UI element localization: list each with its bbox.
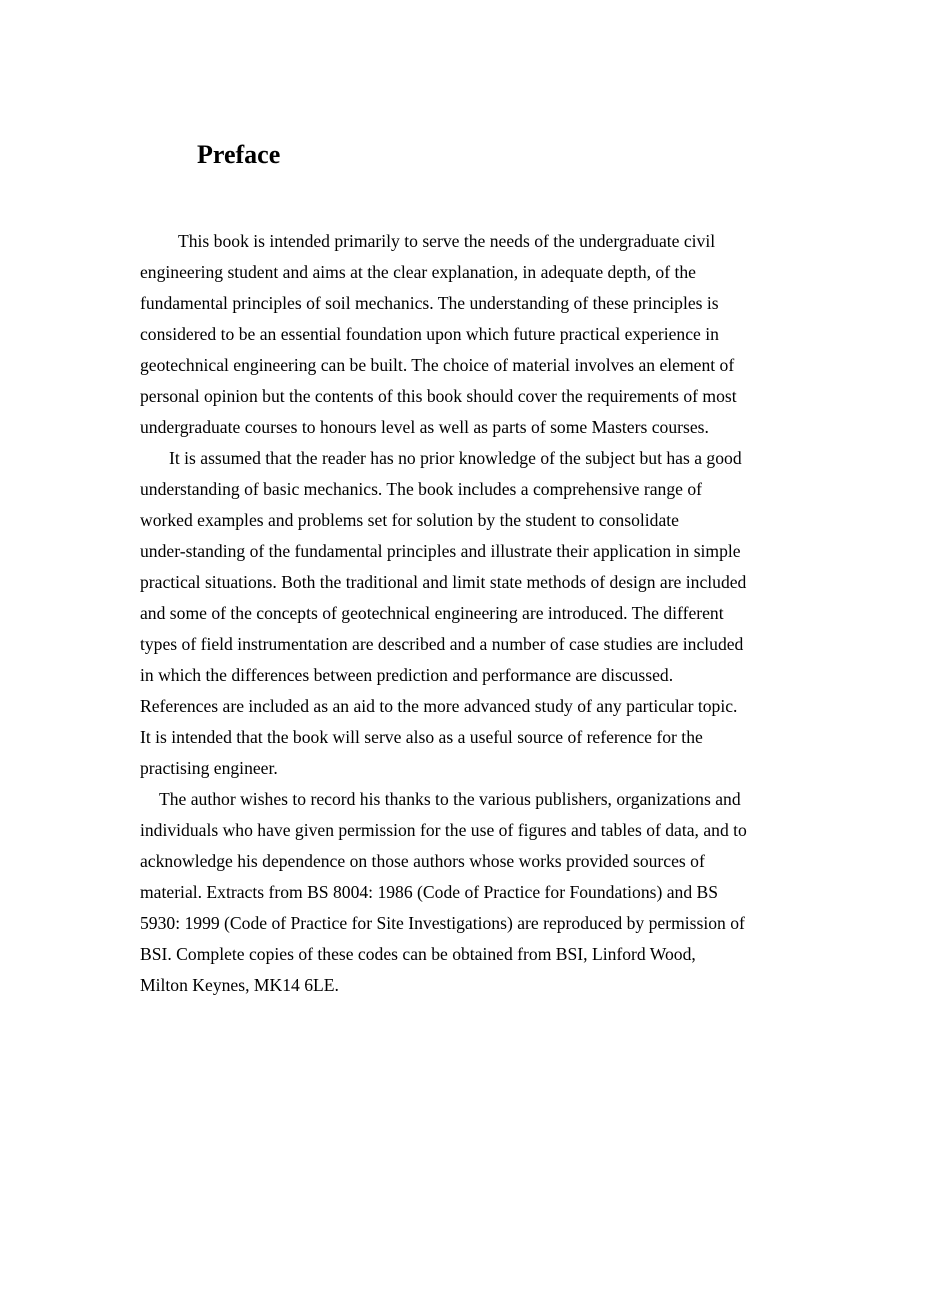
text-line: undergraduate courses to honours level as well as parts of some Masters courses. [140,417,709,437]
text-line: personal opinion but the contents of this book should cover the requirements of most [140,386,737,406]
text-line: individuals who have given permission for the use of figures and tables of data, and to [140,820,747,840]
text-line: in which the differences between prediction and performance are discussed. [140,665,674,685]
paragraph-1 [140,226,800,443]
text-line: The author wishes to record his thanks to the various publishers, organizations and [159,789,741,809]
text-line: It is intended that the book will serve also as a useful source of reference for the [140,727,703,747]
text-line: fundamental principles of soil mechanics. The understanding of these principles is [140,293,719,313]
text-line: practising engineer. [140,758,278,778]
text-line: BSI. Complete copies of these codes can be obtained from BSI, Linford Wood, [140,944,696,964]
text-line: engineering student and aims at the clear explanation, in adequate depth, of the [140,262,696,282]
paragraph-3 [140,784,800,1001]
text-line: understanding of basic mechanics. The book includes a comprehensive range of [140,479,703,499]
text-line: 5930: 1999 (Code of Practice for Site Investigations) are reproduced by permission of [140,913,745,933]
paragraph-2 [140,443,800,784]
text-line: types of field instrumentation are described and a number of case studies are included [140,634,744,654]
text-line: worked examples and problems set for solution by the student to consolidate [140,510,679,530]
text-line: It is assumed that the reader has no prior knowledge of the subject but has a good [169,448,742,468]
text-line: Milton Keynes, MK14 6LE. [140,975,339,995]
text-line: This book is intended primarily to serve the needs of the undergraduate civil [178,231,716,251]
text-line: considered to be an essential foundation upon which future practical experience in [140,324,719,344]
text-line: under-standing of the fundamental principles and illustrate their application in simple [140,541,741,561]
page-title: Preface [197,140,281,169]
text-line: acknowledge his dependence on those authors whose works provided sources of [140,851,705,871]
text-line: geotechnical engineering can be built. The choice of material involves an element of [140,355,735,375]
text-line: practical situations. Both the traditional and limit state methods of design are included [140,572,747,592]
text-line: References are included as an aid to the more advanced study of any particular topic. [140,696,738,716]
preface-body [140,226,800,1001]
text-line: material. Extracts from BS 8004: 1986 (Code of Practice for Foundations) and BS [140,882,719,902]
text-line: and some of the concepts of geotechnical engineering are introduced. The different [140,603,724,623]
